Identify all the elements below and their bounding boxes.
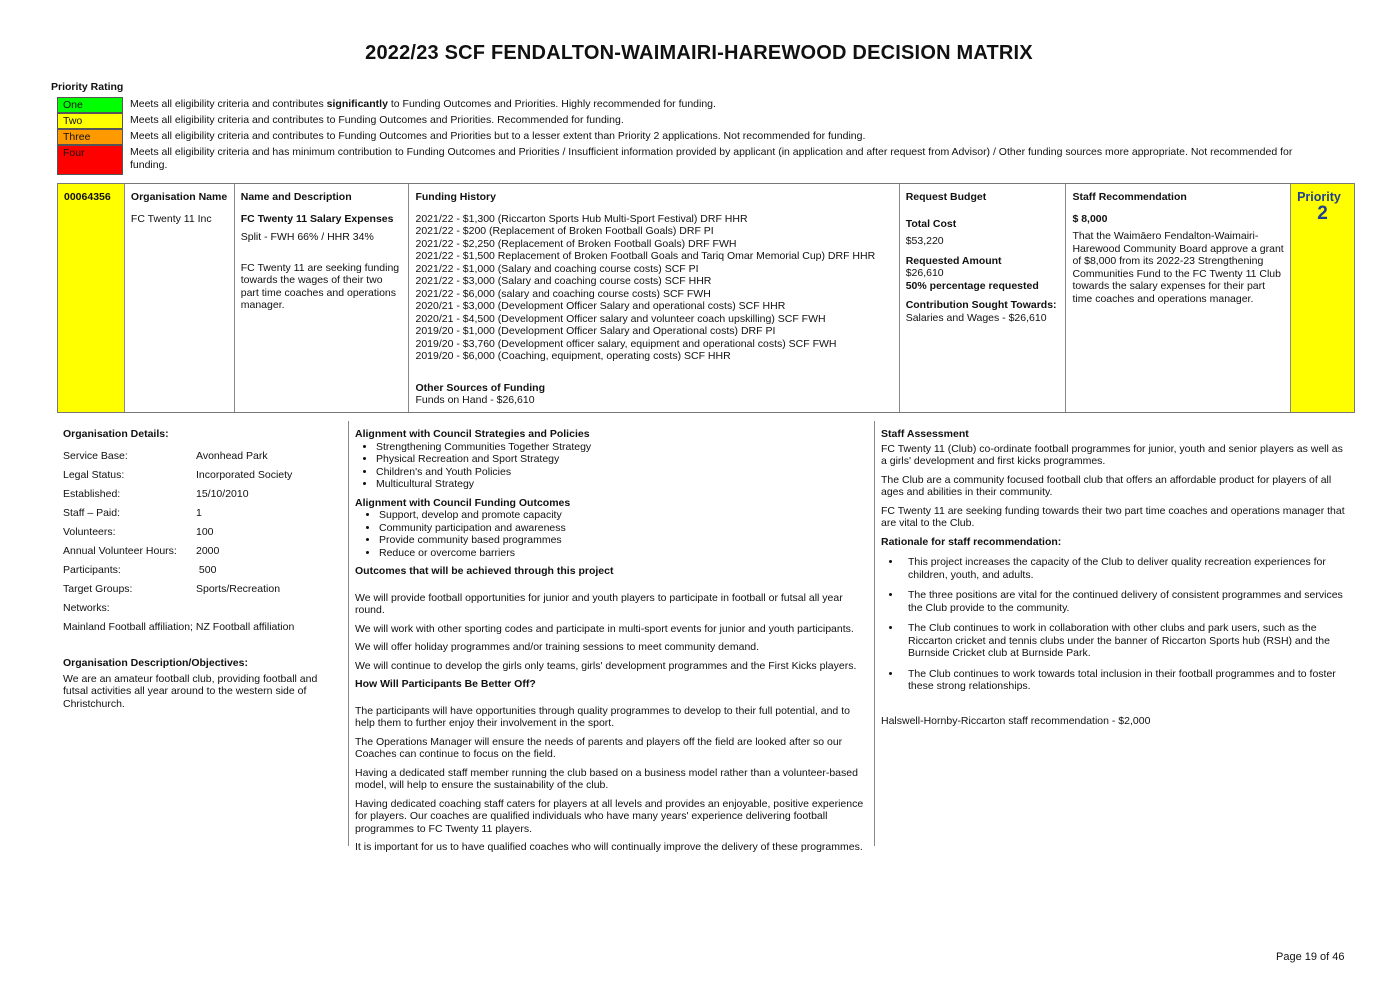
- funding-history-item: 2021/22 - $2,250 (Replacement of Broken Football Goals) DRF FWH: [415, 237, 737, 250]
- better-off-item: The Operations Manager will ensure the needs of parents and players off the field are looked after so our Coaches can continue to focus on the field.: [355, 735, 843, 760]
- networks-value: Mainland Football affiliation; NZ Football affiliation: [63, 620, 295, 633]
- priority-rating-legend: [57, 97, 1317, 175]
- priority-swatch-one: One: [57, 97, 123, 113]
- alignment-column: [348, 421, 875, 853]
- application-id: 00064356: [64, 191, 111, 203]
- funding-history-item: 2019/20 - $1,000 (Development Officer Salary and Operational costs) DRF PI: [415, 325, 776, 337]
- total-cost-value: $53,220: [905, 235, 944, 247]
- funding-history-item: 2019/20 - $3,760 (Development officer salary, equipment and operational costs) SCF FWH: [415, 337, 837, 350]
- funding-history-item: 2019/20 - $6,000 (Coaching, equipment, operating costs) SCF HHR: [415, 350, 731, 362]
- detail-row: Service Base: Avonhead Park: [63, 449, 268, 462]
- name-description-cell: [235, 184, 410, 412]
- detail-row: Established: 15/10/2010: [63, 487, 249, 500]
- rationale-list: [881, 556, 1349, 693]
- organisation-name: FC Twenty 11 Inc: [130, 212, 212, 225]
- funding-history-item: 2021/22 - $1,300 (Riccarton Sports Hub Multi-Sport Festival) DRF HHR: [415, 212, 748, 225]
- list-item: • Multicultural Strategy: [376, 478, 868, 491]
- project-name: FC Twenty 11 Salary Expenses: [240, 212, 394, 225]
- decision-matrix-row: [57, 183, 1355, 413]
- project-outcomes-heading: Outcomes that will be achieved through this project: [355, 565, 614, 577]
- funding-history-list: [415, 213, 892, 363]
- detail-row: Staff – Paid: 1: [63, 506, 202, 519]
- better-off-item: It is important for us to have qualified coaches who will continually improve the delivery of these programmes.: [355, 841, 863, 853]
- list-item: • Physical Recreation and Sport Strategy: [376, 453, 868, 466]
- organisation-header: Organisation Name: [130, 191, 228, 203]
- better-off-item: Having dedicated coaching staff caters for players at all levels and provides an enjoyable, positive experience for players. Our coaches are qualified individuals who have many years' experience delivering football programmes to FC Twenty 11 players.: [355, 797, 864, 835]
- funding-history-header: Funding History: [415, 191, 496, 203]
- other-sources-value: Funds on Hand - $26,610: [415, 394, 535, 406]
- priority-label: Priority: [1297, 190, 1341, 204]
- priority-row-three: [57, 129, 1317, 145]
- list-item: • The three positions are vital for the continued delivery of consistent programmes and services the Club provide to the community.: [902, 589, 1349, 614]
- strategies-heading: Alignment with Council Strategies and Policies: [355, 428, 590, 440]
- priority-desc-two: Meets all eligibility criteria and contributes to Funding Outcomes and Priorities. Recommended for funding.: [130, 114, 624, 126]
- priority-desc-three: Meets all eligibility criteria and contributes to Funding Outcomes and Priorities but to a lesser extent than Priority 2 applications. Not recommended for funding.: [130, 130, 866, 142]
- page-number: Page 19 of 46: [1276, 951, 1345, 963]
- hhr-recommendation: Halswell-Hornby-Riccarton staff recommendation - $2,000: [881, 714, 1151, 727]
- organisation-description-heading: Organisation Description/Objectives:: [63, 657, 248, 669]
- detail-row: Target Groups: Sports/Recreation: [63, 582, 281, 595]
- assessment-paragraph: FC Twenty 11 (Club) co-ordinate football programmes for junior, youth and senior players as well as a girls' development and first kicks programmes.: [881, 442, 1343, 467]
- assessment-paragraph: The Club are a community focused football club that offers an affordable product for players of all ages and abilities in their community.: [881, 473, 1332, 498]
- list-item: • Strengthening Communities Together Strategy: [376, 441, 868, 454]
- project-outcome: We will provide football opportunities for junior and youth players to participate in football or futsal all year round.: [355, 591, 843, 616]
- requested-amount-label: Requested Amount: [905, 254, 1002, 267]
- assessment-section: [57, 421, 1355, 853]
- detail-row: Legal Status: Incorporated Society: [63, 468, 293, 481]
- priority-row-one: [57, 97, 1317, 113]
- priority-swatch-two: Two: [57, 113, 123, 129]
- rationale-heading: Rationale for staff recommendation:: [881, 535, 1062, 548]
- organisation-cell: [125, 184, 235, 412]
- name-description-header: Name and Description: [240, 191, 352, 203]
- assessment-paragraph: FC Twenty 11 are seeking funding towards their two part time coaches and operations manager that are vital to the Club.: [881, 504, 1345, 529]
- priority-row-two: [57, 113, 1317, 129]
- priority-rating-heading: Priority Rating: [51, 81, 124, 93]
- project-outcome: We will work with other sporting codes and participate in multi-sport events for junior and youth participants.: [355, 622, 854, 635]
- priority-value: 2: [1317, 202, 1328, 224]
- detail-row: Participants: 500: [63, 563, 217, 576]
- percentage-requested: 50% percentage requested: [905, 279, 1039, 292]
- contribution-value: Salaries and Wages - $26,610: [905, 311, 1047, 324]
- priority-row-four: [57, 145, 1317, 175]
- funding-history-item: 2020/21 - $3,000 (Development Officer Salary and operational costs) SCF HHR: [415, 300, 786, 312]
- detail-row: Annual Volunteer Hours: 2000: [63, 544, 220, 557]
- staff-recommendation-amount: $ 8,000: [1072, 212, 1108, 225]
- priority-desc-four: Meets all eligibility criteria and has minimum contribution to Funding Outcomes and Priorities / Insufficient information provided by applicant (in application and after request from Advisor) / Other funding sources more appropriate. Not recommended for funding.: [130, 146, 1293, 171]
- list-item: • The Club continues to work towards total inclusion in their football programmes and to foster these strong relationships.: [902, 668, 1349, 693]
- project-outcome: We will offer holiday programmes and/or training sessions to meet community demand.: [355, 641, 760, 653]
- better-off-item: The participants will have opportunities through quality programmes to develop to their full potential, and to help them to further enjoy their involvement in the sport.: [355, 704, 850, 729]
- organisation-details-heading: Organisation Details:: [63, 428, 169, 440]
- project-description: FC Twenty 11 are seeking funding towards the wages of their two part time coaches and operations manager.: [240, 261, 400, 311]
- strategies-list: [355, 441, 868, 491]
- detail-row: Volunteers: 100: [63, 525, 214, 538]
- total-cost-label: Total Cost: [905, 217, 957, 230]
- better-off-heading: How Will Participants Be Better Off?: [355, 678, 536, 690]
- list-item: • This project increases the capacity of the Club to deliver quality recreation experiences for children, youth, and adults.: [902, 556, 1349, 581]
- list-item: • Support, develop and promote capacity: [379, 509, 868, 522]
- priority-swatch-four: Four: [57, 145, 123, 175]
- project-outcome: We will continue to develop the girls only teams, girls' development programmes and the First Kicks players.: [355, 659, 857, 672]
- funding-split: Split - FWH 66% / HHR 34%: [240, 231, 374, 243]
- better-off-item: Having a dedicated staff member running the club based on a business model rather than a volunteer-based model, will help to ensure the sustainability of the club.: [355, 766, 858, 791]
- organisation-details-column: [57, 421, 348, 846]
- priority-desc-one: Meets all eligibility criteria and contributes significantly to Funding Outcomes and Priorities. Highly recommended for funding.: [130, 98, 716, 110]
- funding-outcomes-heading: Alignment with Council Funding Outcomes: [355, 496, 571, 509]
- list-item: • Community participation and awareness: [379, 522, 868, 535]
- funding-history-item: 2021/22 - $3,000 (Salary and coaching course costs) SCF HHR: [415, 275, 712, 287]
- priority-swatch-three: Three: [57, 129, 123, 145]
- list-item: • Reduce or overcome barriers: [379, 547, 868, 560]
- funding-history-cell: [409, 184, 899, 412]
- detail-row: Networks:: [63, 601, 110, 614]
- funding-outcomes-list: [355, 509, 868, 559]
- priority-cell: [1291, 184, 1354, 412]
- organisation-description: We are an amateur football club, providing football and futsal activities all year around to the western side of Christchurch.: [63, 672, 318, 710]
- list-item: • Provide community based programmes: [379, 534, 868, 547]
- other-sources-header: Other Sources of Funding: [415, 381, 545, 394]
- funding-history-item: 2021/22 - $1,500 Replacement of Broken Football Goals and Tariq Omar Memorial Cup) DRF HHR: [415, 250, 876, 262]
- funding-history-item: 2020/21 - $4,500 (Development Officer salary and volunteer coach upskilling) SCF FWH: [415, 312, 826, 325]
- funding-history-item: 2021/22 - $1,000 (Salary and coaching course costs) SCF PI: [415, 262, 699, 275]
- staff-assessment-heading: Staff Assessment: [881, 428, 969, 440]
- staff-recommendation-text: That the Waimāero Fendalton-Waimairi-Harewood Community Board approve a grant of $8,000 from its 2022-23 Strengthening Communities Fund to the FC Twenty 11 Club towards the salary expenses for their part time coaches and operations manager.: [1072, 230, 1284, 305]
- funding-history-item: 2021/22 - $200 (Replacement of Broken Football Goals) DRF PI: [415, 225, 714, 237]
- contribution-label: Contribution Sought Towards:: [905, 299, 1057, 311]
- staff-recommendation-header: Staff Recommendation: [1072, 191, 1187, 203]
- request-budget-cell: [900, 184, 1067, 412]
- funding-history-item: 2021/22 - $6,000 (salary and coaching course costs) SCF FWH: [415, 287, 711, 300]
- list-item: • Children's and Youth Policies: [376, 466, 868, 479]
- application-id-cell: [58, 184, 125, 412]
- requested-amount-value: $26,610: [905, 267, 944, 279]
- staff-assessment-column: [875, 421, 1355, 846]
- list-item: • The Club continues to work in collaboration with other clubs and park users, such as the Riccarton cricket and tennis clubs under the banner of Riccarton Sports hub (RSH) and the Burnside Cricket club at Burnside Park.: [902, 622, 1349, 660]
- page-title: 2022/23 SCF FENDALTON-WAIMAIRI-HAREWOOD DECISION MATRIX: [365, 42, 1033, 64]
- staff-recommendation-cell: [1066, 184, 1291, 412]
- request-budget-header: Request Budget: [905, 191, 987, 203]
